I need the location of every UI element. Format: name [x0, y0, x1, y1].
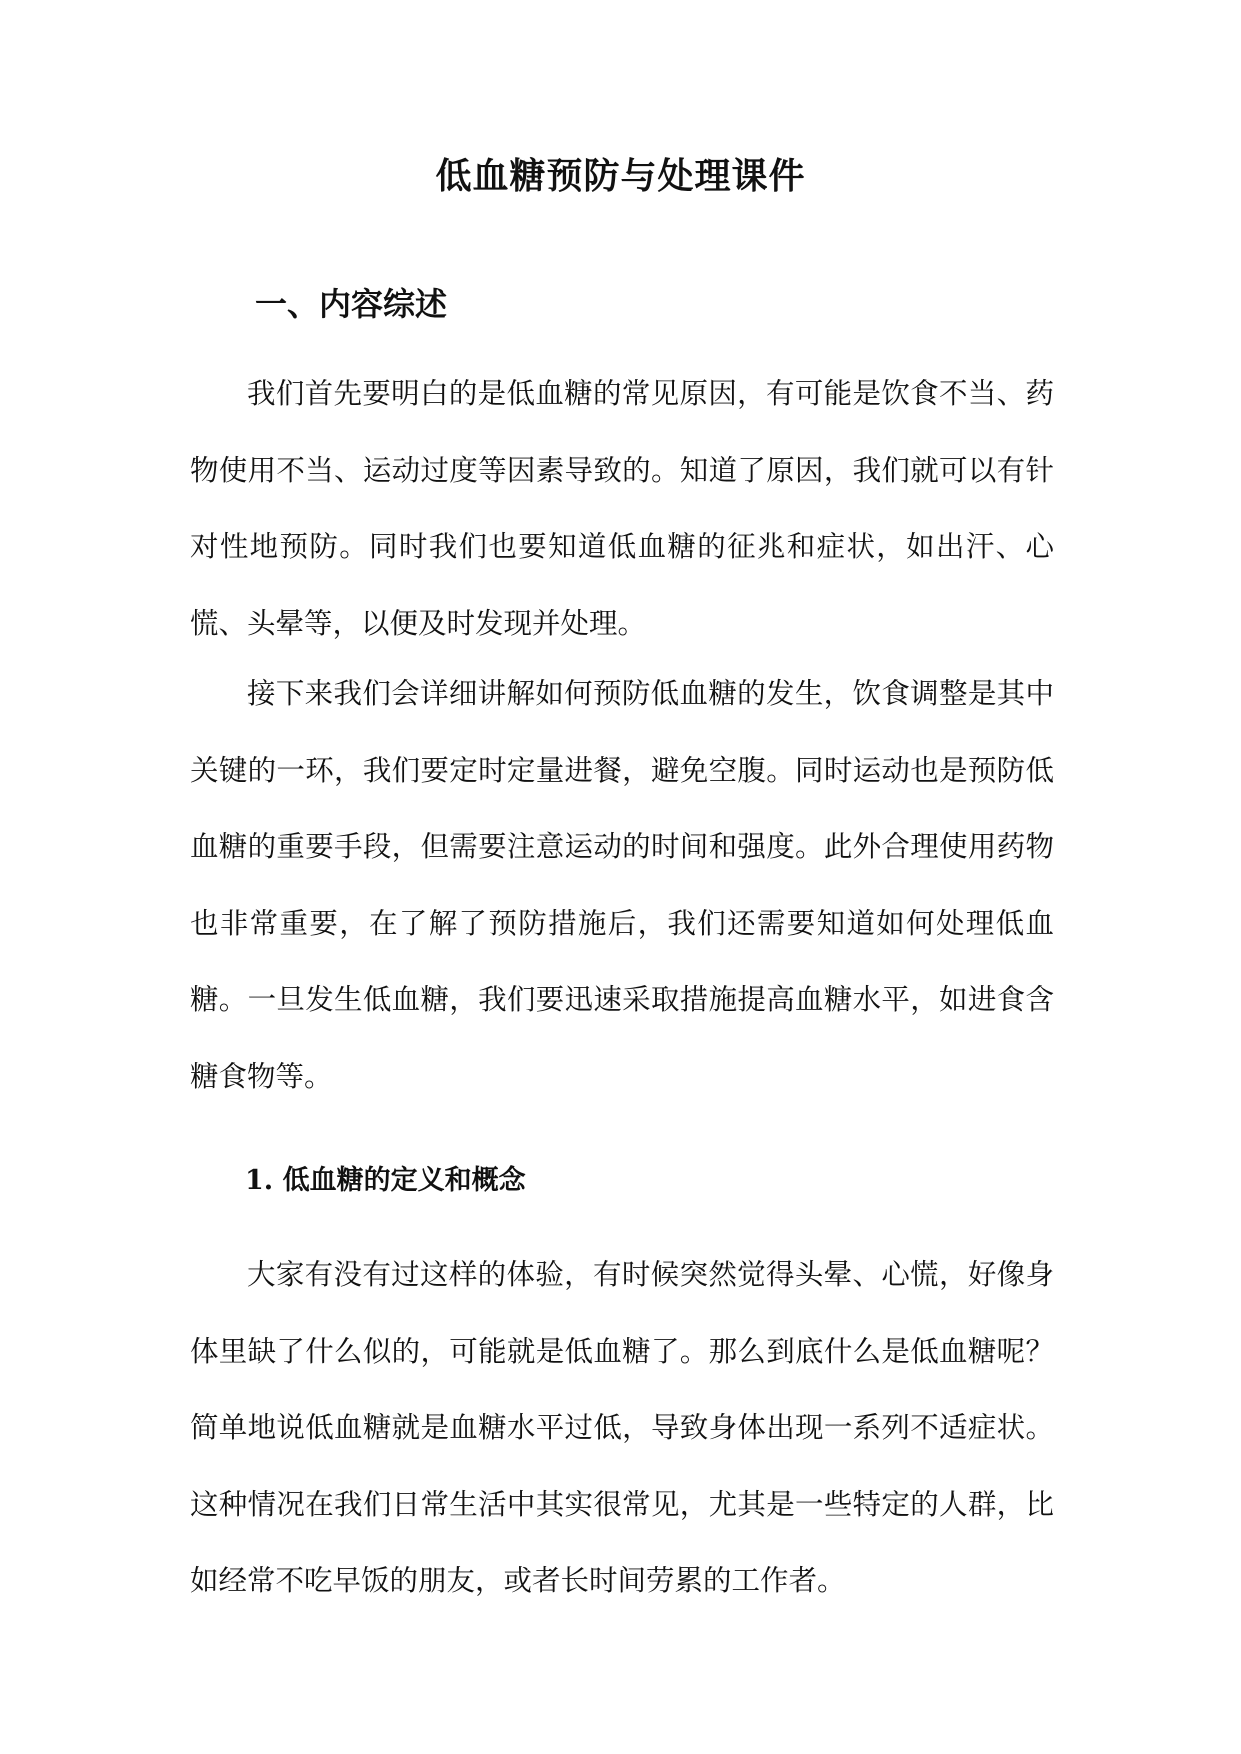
paragraph-causes: 我们首先要明白的是低血糖的常见原因，有可能是饮食不当、药物使用不当、运动过度等因素导致的。知道了原因，我们就可以有针对性地预防。同时我们也要知道低血糖的征兆和症状，如出汗、心慌、头晕等，以便及时发现并处理。 [190, 377, 1054, 640]
section-heading-overview: 一、内容综述 [255, 285, 448, 323]
subsection-heading-definition: 1. 低血糖的定义和概念 [245, 1165, 526, 1196]
document-title: 低血糖预防与处理课件 [435, 155, 806, 197]
paragraph-prevention: 接下来我们会详细讲解如何预防低血糖的发生，饮食调整是其中关键的一环，我们要定时定量进餐，避免空腹。同时运动也是预防低血糖的重要手段，但需要注意运动的时间和强度。此外合理使用药物也非常重要，在了解了预防措施后，我们还需要知道如何处理低血糖。一旦发生低血糖，我们要迅速采取措施提高血糖水平，如进食含糖食物等。 [190, 677, 1054, 1093]
paragraph-definition: 大家有没有过这样的体验，有时候突然觉得头晕、心慌，好像身体里缺了什么似的，可能就是低血糖了。那么到底什么是低血糖呢？简单地说低血糖就是血糖水平过低，导致身体出现一系列不适症状。这种情况在我们日常生活中其实很常见，尤其是一些特定的人群，比如经常不吃早饭的朋友，或者长时间劳累的工作者。 [190, 1258, 1054, 1597]
